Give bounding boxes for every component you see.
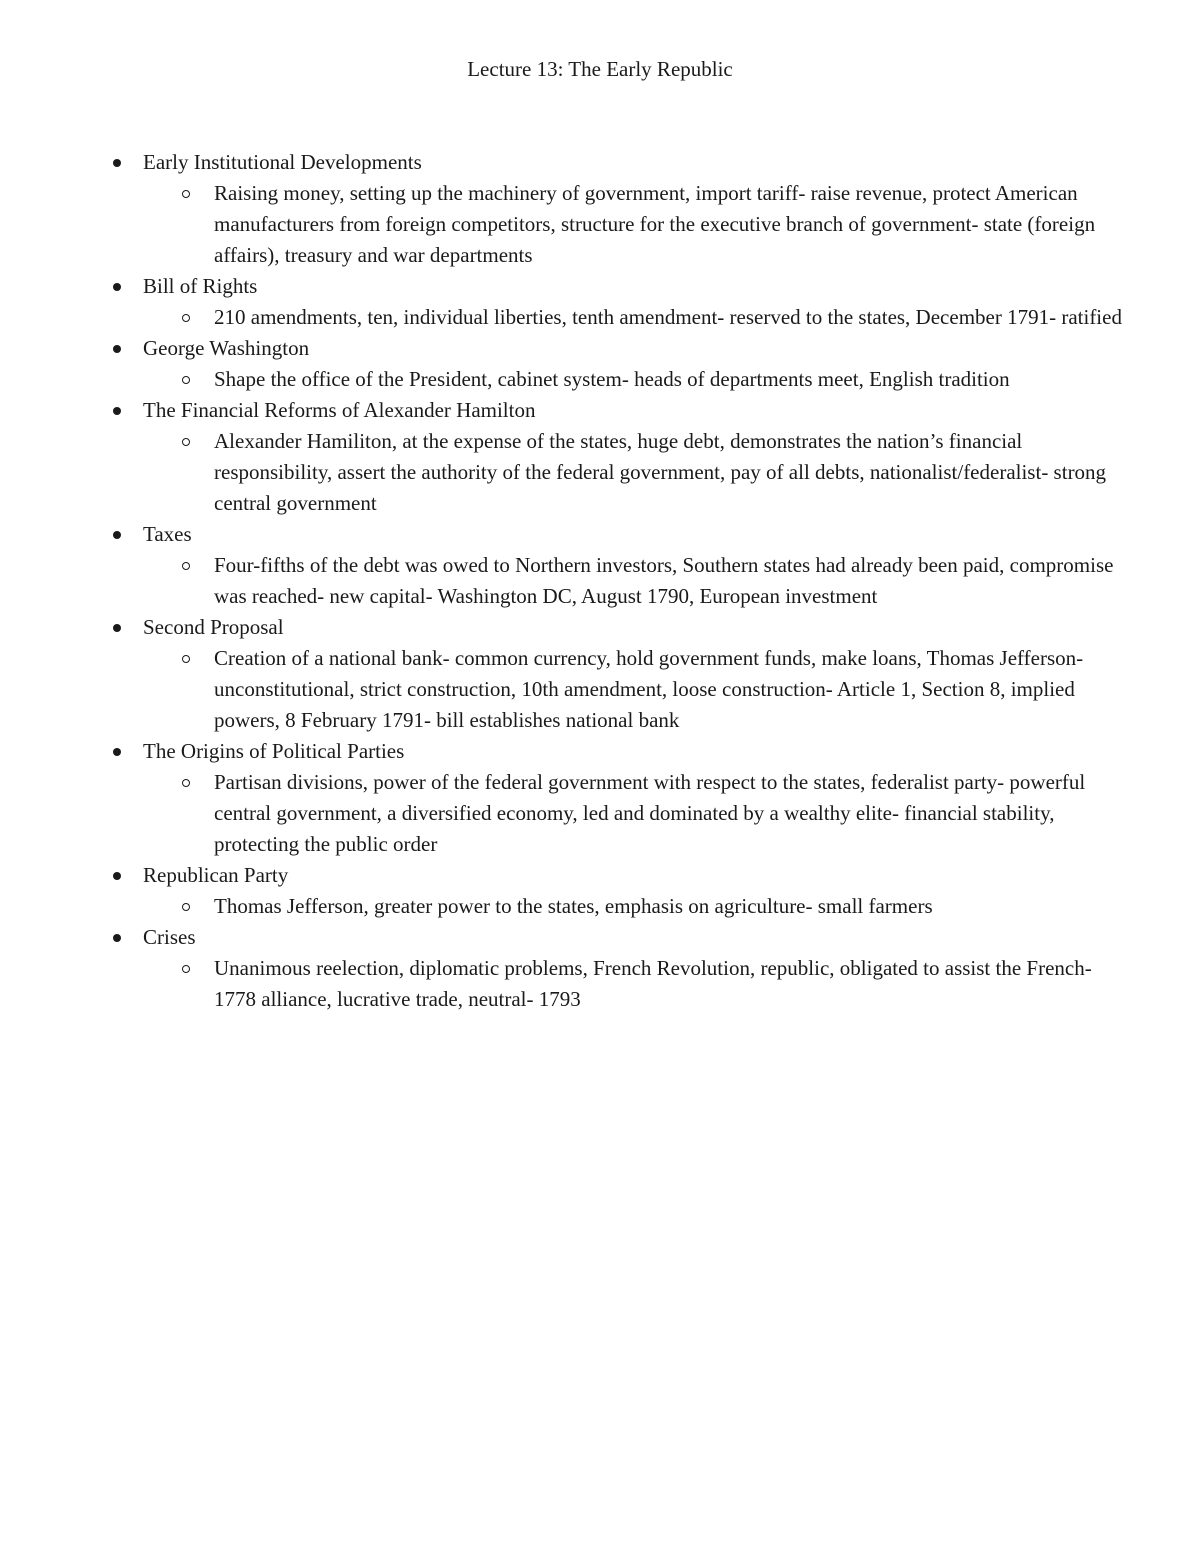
topic-heading: Taxes xyxy=(143,522,192,546)
topic-financial-reforms-hamilton xyxy=(0,395,1200,519)
filled-bullet-icon xyxy=(113,531,121,539)
hollow-bullet-icon xyxy=(182,903,190,911)
topic-republican-party xyxy=(0,860,1200,922)
topic-detail xyxy=(0,767,1126,860)
topic-heading: Bill of Rights xyxy=(143,274,258,298)
filled-bullet-icon xyxy=(113,159,121,167)
filled-bullet-icon xyxy=(113,624,121,632)
topic-detail xyxy=(0,302,1126,333)
hollow-bullet-icon xyxy=(182,190,190,198)
topic-heading: The Financial Reforms of Alexander Hamilton xyxy=(143,398,536,422)
topic-detail xyxy=(0,550,1126,612)
topic-detail xyxy=(0,643,1126,736)
lecture-outline xyxy=(0,147,1200,1015)
topic-taxes xyxy=(0,519,1200,612)
hollow-bullet-icon xyxy=(182,655,190,663)
topic-second-proposal xyxy=(0,612,1200,736)
filled-bullet-icon xyxy=(113,934,121,942)
topic-detail-text: Shape the office of the President, cabinet system- heads of departments meet, English tradition xyxy=(214,367,1010,391)
topic-bill-of-rights xyxy=(0,271,1200,333)
topic-heading: Crises xyxy=(143,925,196,949)
topic-detail-text: Four-fifths of the debt was owed to Northern investors, Southern states had already been paid, compromise was reached- new capital- Washington DC, August 1790, European investment xyxy=(214,553,1114,608)
filled-bullet-icon xyxy=(113,407,121,415)
topic-early-institutional-developments xyxy=(0,147,1200,271)
hollow-bullet-icon xyxy=(182,376,190,384)
topic-heading: Early Institutional Developments xyxy=(143,150,422,174)
filled-bullet-icon xyxy=(113,872,121,880)
hollow-bullet-icon xyxy=(182,965,190,973)
topic-heading: George Washington xyxy=(143,336,310,360)
topic-detail-text: Raising money, setting up the machinery of government, import tariff- raise revenue, protect American manufacturers from foreign competitors, structure for the executive branch of government- state (foreign affairs), treasury and war departments xyxy=(214,181,1096,267)
topic-detail-text: Creation of a national bank- common currency, hold government funds, make loans, Thomas Jefferson- unconstitutional, strict construction, 10th amendment, loose construction- Article 1, Section 8, implied powers, 8 February 1791- bill establishes national bank xyxy=(214,646,1084,732)
hollow-bullet-icon xyxy=(182,314,190,322)
topic-detail xyxy=(0,364,1126,395)
hollow-bullet-icon xyxy=(182,779,190,787)
topic-detail xyxy=(0,891,1126,922)
topic-detail xyxy=(0,178,1126,271)
topic-george-washington xyxy=(0,333,1200,395)
topic-detail-text: Partisan divisions, power of the federal government with respect to the states, federalist party- powerful central government, a diversified economy, led and dominated by a wealthy elite- financial stability, protecting the public order xyxy=(214,770,1086,856)
topic-crises xyxy=(0,922,1200,1015)
filled-bullet-icon xyxy=(113,748,121,756)
topic-detail-text: 210 amendments, ten, individual liberties, tenth amendment- reserved to the states, December 1791- ratified xyxy=(214,305,1122,329)
topic-origins-of-political-parties xyxy=(0,736,1200,860)
topic-detail-text: Thomas Jefferson, greater power to the states, emphasis on agriculture- small farmers xyxy=(214,894,933,918)
hollow-bullet-icon xyxy=(182,438,190,446)
topic-detail-text: Alexander Hamiliton, at the expense of the states, huge debt, demonstrates the nation’s financial responsibility, assert the authority of the federal government, pay of all debts, nationalist/federalist- strong central government xyxy=(214,429,1107,515)
topic-heading: Republican Party xyxy=(143,863,289,887)
topic-detail xyxy=(0,426,1126,519)
filled-bullet-icon xyxy=(113,345,121,353)
topic-detail xyxy=(0,953,1126,1015)
topic-detail-text: Unanimous reelection, diplomatic problems, French Revolution, republic, obligated to assist the French- 1778 alliance, lucrative trade, neutral- 1793 xyxy=(214,956,1092,1011)
topic-heading: Second Proposal xyxy=(143,615,284,639)
hollow-bullet-icon xyxy=(182,562,190,570)
topic-heading: The Origins of Political Parties xyxy=(143,739,405,763)
page-title: Lecture 13: The Early Republic xyxy=(467,57,733,81)
filled-bullet-icon xyxy=(113,283,121,291)
